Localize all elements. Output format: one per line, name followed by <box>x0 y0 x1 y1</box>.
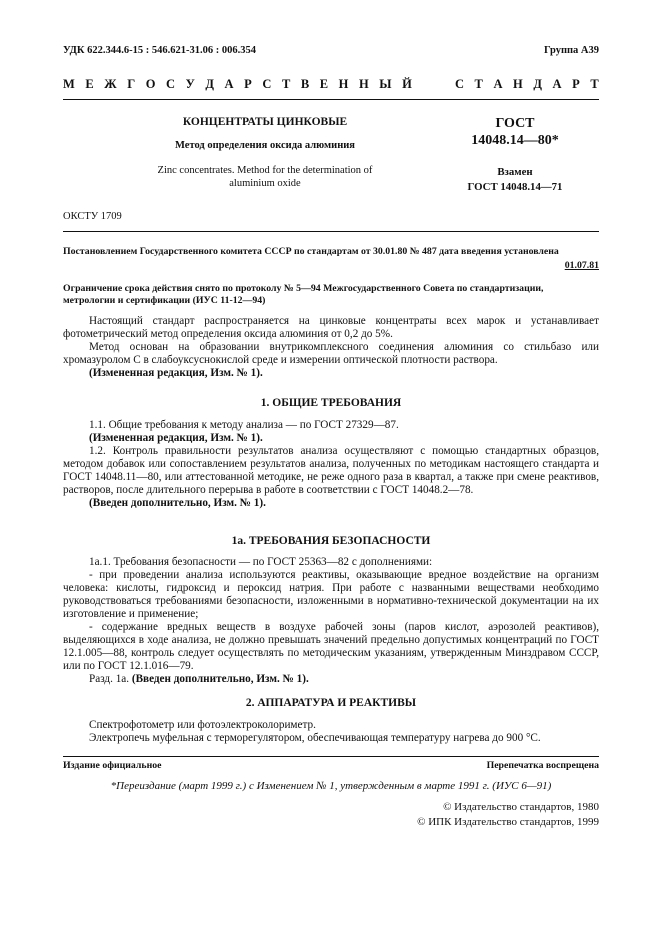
doc-title-en-line: Zinc concentrates. Method for the determination of <box>157 165 373 176</box>
decree-date: 01.07.81 <box>564 259 599 271</box>
banner-letter: Д <box>533 77 542 91</box>
banner-rule <box>63 99 599 100</box>
amendment-note: (Измененная редакция, Изм. № 1). <box>89 432 263 444</box>
replaces-label: Взамен <box>497 166 533 178</box>
intro-paragraph: Настоящий стандарт распространяется на цинковые концентраты всех марок и устанавливает фотометрический метод определения оксида алюминия от 0,2 до 5%. <box>63 315 599 340</box>
clause-1a-1: 1а.1. Требования безопасности — по ГОСТ 25363—82 с дополнениями: <box>89 556 433 568</box>
banner-letter: С <box>166 77 176 91</box>
gost-number: 14048.14—80* <box>471 132 559 148</box>
note-prefix: Разд. 1а. <box>89 673 130 685</box>
banner-letter: Т <box>474 77 483 91</box>
safety-item: - содержание вредных веществ в воздухе рабочей зоны (паров кислот, аэрозолей реактивов), выделяющихся в ходе анализа, не должно превышать значений предельно допустимых концентраций по ГОСТ 12.1.005—88, контроль следует осуществлять по методическим указаниям, утвержденным Минздравом СССР, или по ГОСТ 12.1.016—79. <box>63 621 599 672</box>
banner-letter: М <box>63 77 75 91</box>
copyright-block <box>417 800 599 830</box>
banner-letter: Р <box>244 77 252 91</box>
banner-letter: А <box>493 77 503 91</box>
banner-letter: Т <box>590 77 599 91</box>
banner-letter: Е <box>319 77 329 91</box>
doc-title-en-line: aluminium oxide <box>229 177 301 189</box>
banner-letter: А <box>224 77 234 91</box>
clause-1-1: 1.1. Общие требования к методу анализа — по ГОСТ 27329—87. <box>89 419 399 431</box>
banner-letter: Т <box>281 77 291 91</box>
banner-gap <box>422 77 444 92</box>
gost-label: ГОСТ <box>495 116 535 131</box>
amendment-note: (Введен дополнительно, Изм. № 1). <box>89 497 266 509</box>
okstu-code: ОКСТУ 1709 <box>63 211 122 222</box>
section-2-body <box>63 719 599 745</box>
safety-item: - при проведении анализа используются реактивы, оказывающие вредное воздействие на организм человека: кислоты, гидроксид и пероксид натрия. При работе с названными веществами необходимо руководствоваться требованиями безопасности, изложенными в нормативно-технической документации на их изготовление и применение; <box>63 569 599 620</box>
banner-letter: В <box>300 77 310 91</box>
banner-letter: А <box>552 77 562 91</box>
intro-paragraph: Метод основан на образовании внутрикомплексного соединения алюминия со стильбазо или хромазуролом С в слабоуксуснокислой среде и измерении оптической плотности раствора. <box>63 341 599 366</box>
banner-letter: Ы <box>379 77 392 91</box>
limitation-line2: метрологии и сертификации (ИУС 11-12—94) <box>63 295 266 306</box>
section-heading-1a: 1а. ТРЕБОВАНИЯ БЕЗОПАСНОСТИ <box>231 535 431 547</box>
amendment-note: (Введен дополнительно, Изм. № 1). <box>131 673 309 685</box>
standard-banner <box>63 77 599 92</box>
section-1a-note <box>63 673 599 686</box>
banner-letter: Г <box>127 77 136 91</box>
banner-letter: Р <box>572 77 580 91</box>
no-reprint: Перепечатка воспрещена <box>486 760 599 771</box>
banner-letter: Д <box>205 77 214 91</box>
banner-letter: Н <box>513 77 523 91</box>
banner-letter: С <box>262 77 272 91</box>
group-code: Группа А39 <box>543 45 599 56</box>
intro-section <box>63 315 599 380</box>
limitation-line1: Ограничение срока действия снято по протоколу № 5—94 Межгосударственного Совета по стандартизации, <box>63 283 544 294</box>
doc-subtitle: Метод определения оксида алюминия <box>175 140 355 151</box>
replaces-gost: ГОСТ 14048.14—71 <box>467 180 563 193</box>
banner-letter: Й <box>402 77 412 91</box>
doc-title-en <box>120 165 410 190</box>
gost-replaces-block <box>440 165 590 194</box>
banner-letter: Н <box>358 77 369 91</box>
title-rule <box>63 231 599 232</box>
banner-letter: С <box>454 77 464 91</box>
banner-letter: У <box>185 77 195 91</box>
amendment-note: (Измененная редакция, Изм. № 1). <box>89 367 263 379</box>
decree-text: Постановлением Государственного комитета СССР по стандартам от 30.01.80 № 487 дата введения установлена <box>63 246 559 257</box>
section-heading-2: 2. АППАРАТУРА И РЕАКТИВЫ <box>245 697 417 709</box>
equipment-item: Спектрофотометр или фотоэлектроколориметр. <box>89 719 316 731</box>
decree-block <box>63 245 599 272</box>
limitation-note <box>63 283 599 307</box>
footer-rule <box>63 756 599 757</box>
clause-1-2: 1.2. Контроль правильности результатов анализа осуществляют с помощью стандартных образцов, методом добавок или сопоставлением результатов анализа, полученных по методикам настоящего стандарта и ГОСТ 14048.11—80, или аттестованной методике, не реже одного раза в квартал, а также при смене реактивов, растворов, после длительного перерыва в работе в соответствии с ГОСТ 14048.2—78. <box>63 445 599 496</box>
copyright-line: © Издательство стандартов, 1980 <box>443 801 599 813</box>
section-1a-body <box>63 556 599 686</box>
gost-number-block <box>440 116 590 149</box>
banner-letter: Е <box>85 77 94 91</box>
section-1-body <box>63 419 599 510</box>
banner-letter: О <box>145 77 156 91</box>
official-edition: Издание официальное <box>63 760 162 771</box>
copyright-line: © ИПК Издательство стандартов, 1999 <box>417 816 599 828</box>
doc-title: КОНЦЕНТРАТЫ ЦИНКОВЫЕ <box>182 116 348 128</box>
equipment-item: Электропечь муфельная с терморегулятором, обеспечивающая температуру нагрева до 900 °С. <box>89 732 541 744</box>
banner-letter: Н <box>338 77 349 91</box>
reprint-note: *Переиздание (март 1999 г.) с Изменением № 1, утвержденным в марте 1991 г. (ИУС 6—91) <box>110 780 552 792</box>
section-heading-1: 1. ОБЩИЕ ТРЕБОВАНИЯ <box>260 397 402 409</box>
banner-letter: Ж <box>104 77 117 91</box>
udk-code: УДК 622.344.6-15 : 546.621-31.06 : 006.354 <box>63 45 256 56</box>
